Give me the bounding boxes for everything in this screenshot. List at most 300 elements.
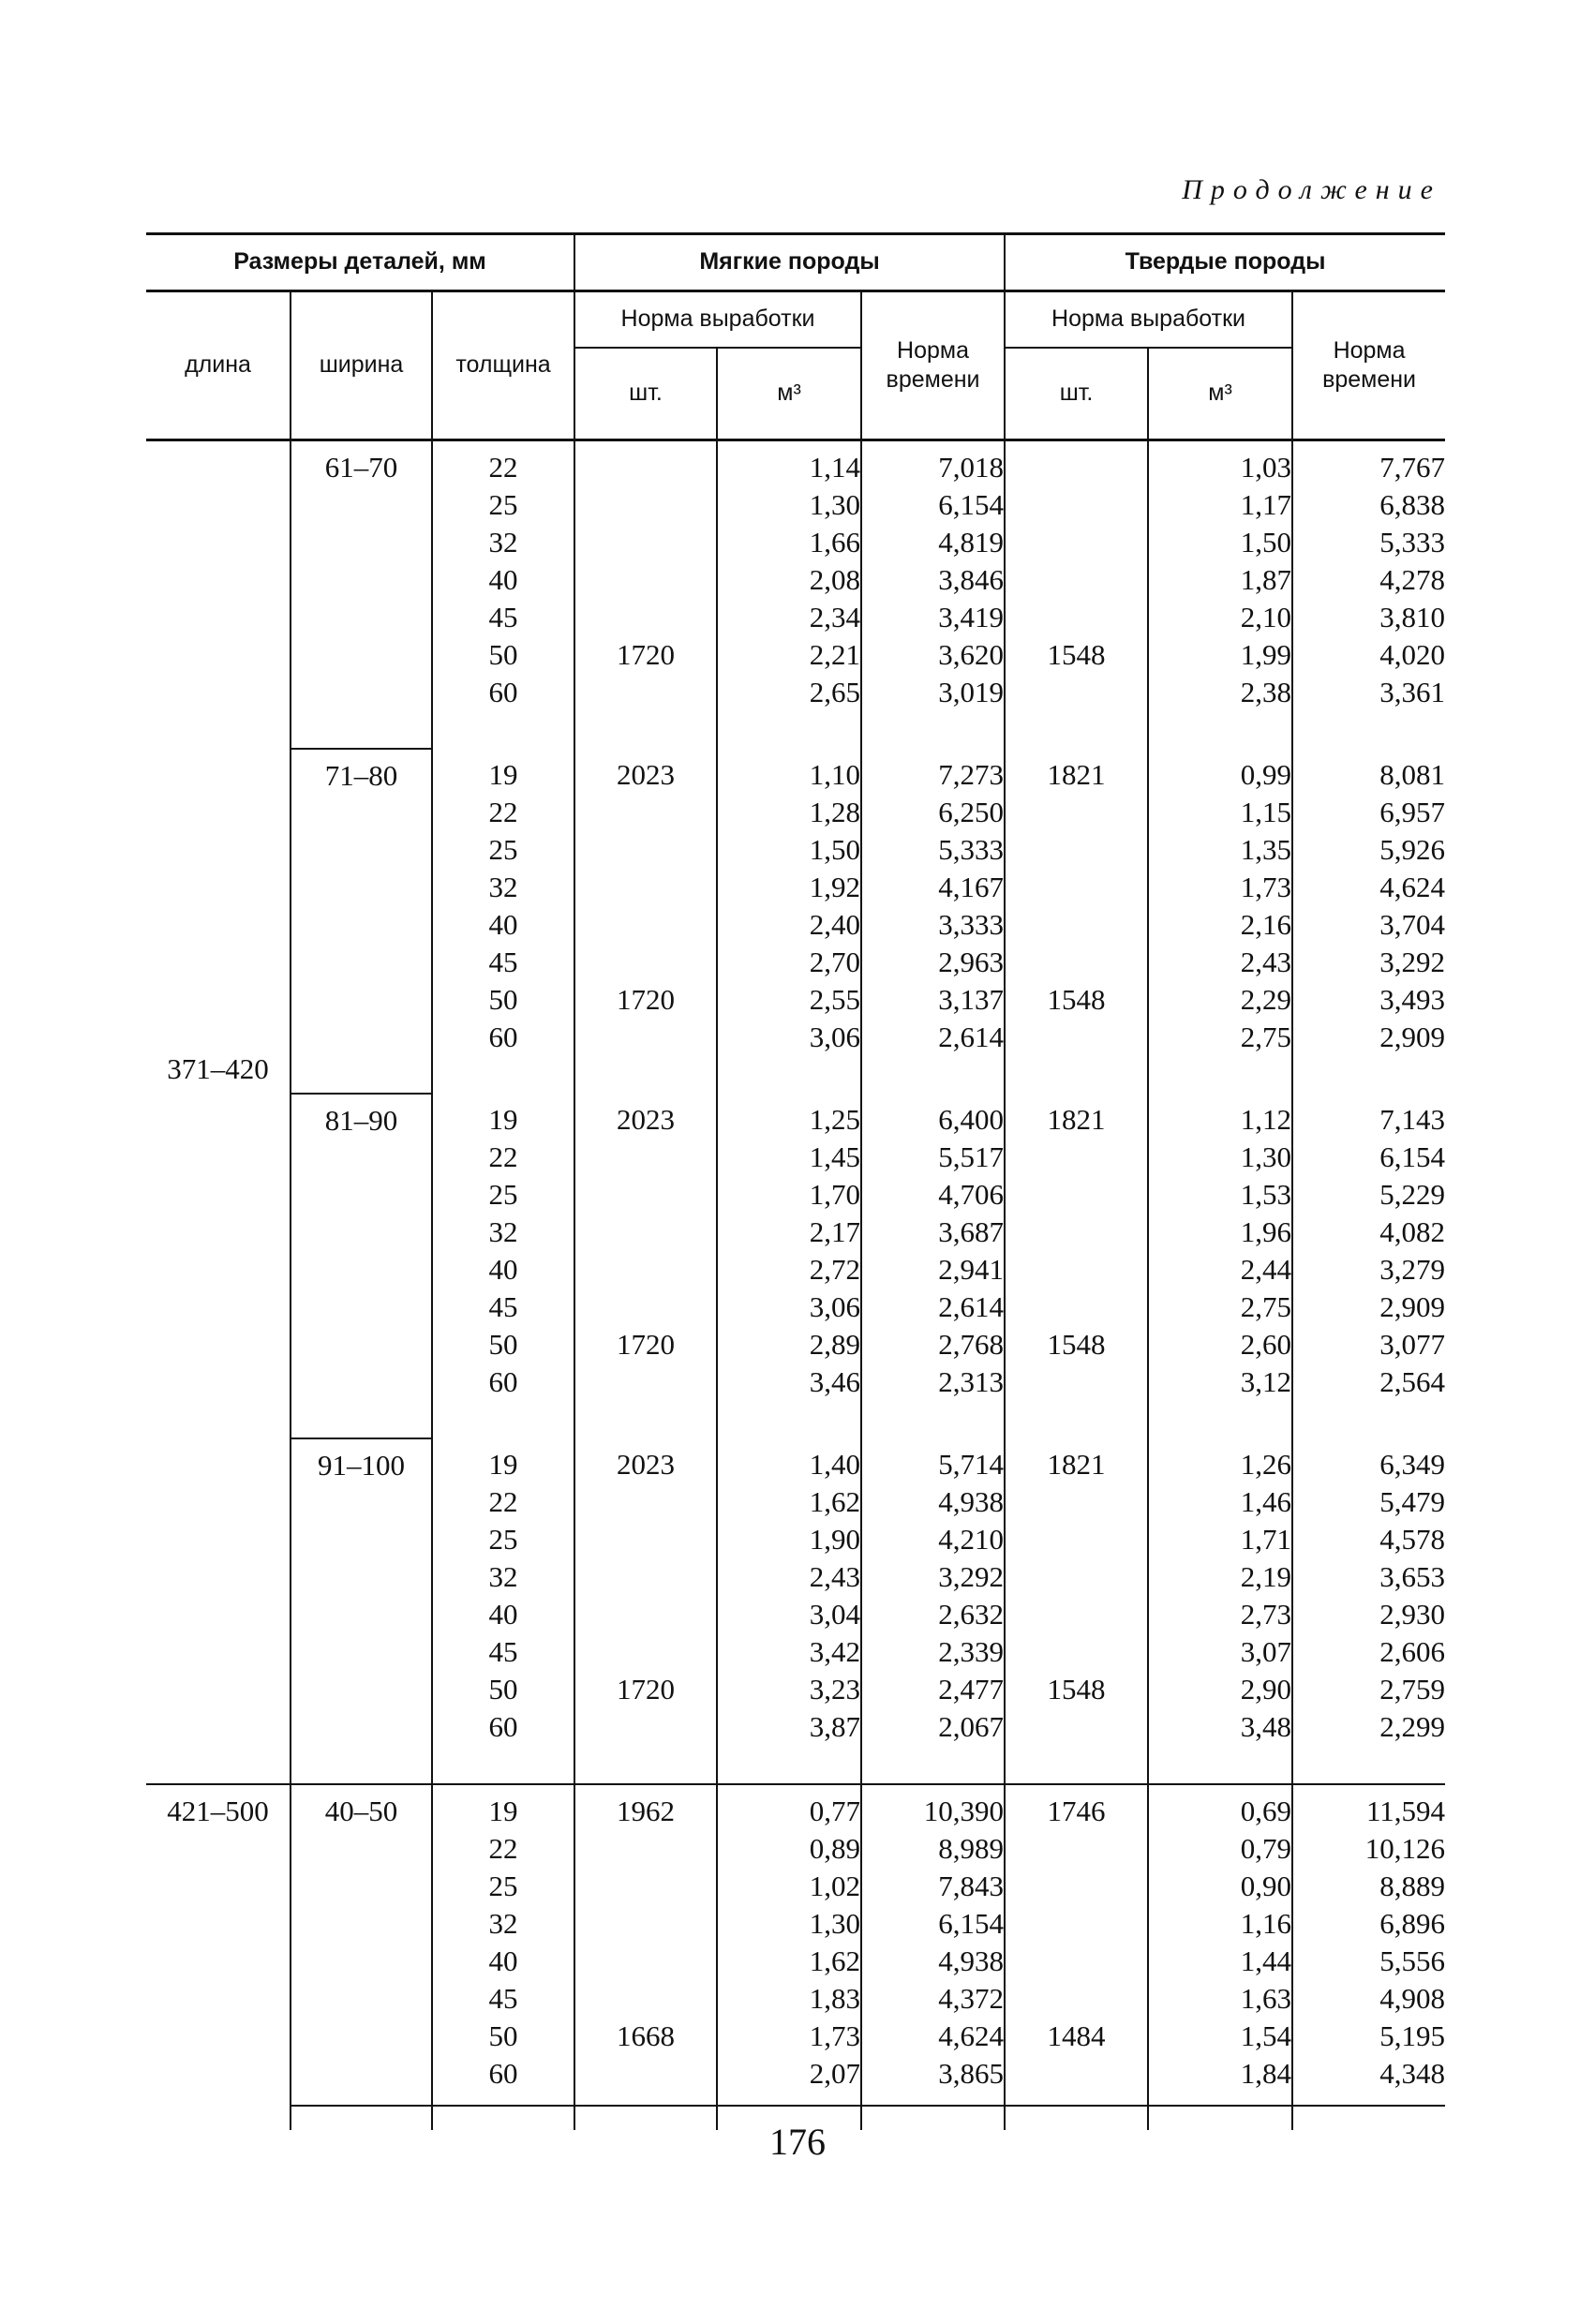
hard-pcs-cell — [1005, 906, 1148, 944]
hard-pcs-cell — [1005, 1363, 1148, 1438]
soft-pcs-cell — [574, 1251, 717, 1289]
hard-time-cell: 5,479 — [1292, 1483, 1445, 1521]
width-cell: 91–100 — [291, 1438, 432, 1784]
soft-time-cell: 8,989 — [861, 1830, 1005, 1868]
hard-time-cell: 3,292 — [1292, 944, 1445, 981]
table-row — [146, 1438, 1445, 1483]
thickness-cell: 25 — [432, 831, 574, 869]
hard-m3-cell: 1,30 — [1148, 1139, 1292, 1176]
hard-pcs-cell: 1484 — [1005, 2018, 1148, 2055]
soft-time-cell: 5,517 — [861, 1139, 1005, 1176]
soft-m3-cell: 1,02 — [717, 1868, 861, 1905]
hard-pcs-cell — [1005, 1633, 1148, 1671]
thickness-cell: 60 — [432, 1019, 574, 1094]
thickness-cell: 25 — [432, 1868, 574, 1905]
soft-pcs-cell — [574, 794, 717, 831]
hard-m3-cell: 2,38 — [1148, 674, 1292, 749]
soft-pcs-cell — [574, 1830, 717, 1868]
hard-pcs-cell: 1548 — [1005, 981, 1148, 1019]
soft-m3-cell: 1,30 — [717, 486, 861, 524]
soft-time-cell: 4,938 — [861, 1943, 1005, 1980]
header-hard-time-norm: Норма времени — [1292, 291, 1445, 440]
soft-m3-cell: 1,10 — [717, 749, 861, 794]
soft-m3-cell: 2,55 — [717, 981, 861, 1019]
thickness-cell: 32 — [432, 1214, 574, 1251]
hard-time-cell: 4,278 — [1292, 561, 1445, 599]
thickness-cell: 25 — [432, 1176, 574, 1214]
soft-pcs-cell — [574, 869, 717, 906]
norms-table — [146, 232, 1445, 2130]
soft-m3-cell: 2,08 — [717, 561, 861, 599]
hard-time-cell: 5,229 — [1292, 1176, 1445, 1214]
thickness-cell: 45 — [432, 1980, 574, 2018]
header-hard-m3: м³ — [1148, 348, 1292, 440]
table-row — [146, 440, 1445, 487]
length-cell: 371–420 — [167, 1052, 269, 1085]
soft-pcs-cell: 2023 — [574, 749, 717, 794]
soft-time-cell: 2,477 — [861, 1671, 1005, 1708]
soft-pcs-cell — [574, 1633, 717, 1671]
hard-time-cell: 10,126 — [1292, 1830, 1445, 1868]
hard-time-cell: 2,606 — [1292, 1633, 1445, 1671]
soft-pcs-cell — [574, 524, 717, 561]
hard-m3-cell: 2,29 — [1148, 981, 1292, 1019]
thickness-cell: 22 — [432, 1483, 574, 1521]
hard-time-cell: 8,081 — [1292, 749, 1445, 794]
hard-m3-cell: 1,12 — [1148, 1094, 1292, 1139]
thickness-cell: 19 — [432, 1438, 574, 1483]
soft-pcs-cell — [574, 599, 717, 636]
header-soft-m3: м³ — [717, 348, 861, 440]
soft-m3-cell: 3,46 — [717, 1363, 861, 1438]
hard-m3-cell: 1,71 — [1148, 1521, 1292, 1558]
hard-pcs-cell: 1548 — [1005, 1326, 1148, 1363]
hard-pcs-cell — [1005, 1905, 1148, 1943]
hard-pcs-cell — [1005, 1019, 1148, 1094]
soft-m3-cell: 2,21 — [717, 636, 861, 674]
table-row — [146, 1784, 1445, 1830]
soft-pcs-cell — [574, 1214, 717, 1251]
soft-pcs-cell — [574, 1139, 717, 1176]
hard-time-cell: 7,143 — [1292, 1094, 1445, 1139]
hard-time-cell: 3,279 — [1292, 1251, 1445, 1289]
soft-pcs-cell — [574, 1596, 717, 1633]
hard-pcs-cell — [1005, 1521, 1148, 1558]
soft-m3-cell: 1,25 — [717, 1094, 861, 1139]
header-hard-pcs: шт. — [1005, 348, 1148, 440]
soft-m3-cell: 2,89 — [717, 1326, 861, 1363]
continued-label: Продолжение — [1182, 174, 1441, 205]
thickness-cell: 60 — [432, 1363, 574, 1438]
hard-pcs-cell — [1005, 869, 1148, 906]
hard-m3-cell: 1,99 — [1148, 636, 1292, 674]
thickness-cell: 32 — [432, 524, 574, 561]
hard-m3-cell: 2,75 — [1148, 1289, 1292, 1326]
hard-time-cell: 4,348 — [1292, 2055, 1445, 2130]
soft-time-cell: 2,632 — [861, 1596, 1005, 1633]
table-body — [146, 440, 1445, 2131]
header-soft-output-norm: Норма выработки — [574, 291, 861, 349]
thickness-cell: 25 — [432, 486, 574, 524]
soft-m3-cell: 2,72 — [717, 1251, 861, 1289]
hard-m3-cell: 1,17 — [1148, 486, 1292, 524]
soft-pcs-cell — [574, 831, 717, 869]
soft-time-cell: 7,273 — [861, 749, 1005, 794]
thickness-cell: 22 — [432, 1830, 574, 1868]
soft-time-cell: 3,687 — [861, 1214, 1005, 1251]
hard-m3-cell: 1,03 — [1148, 440, 1292, 487]
thickness-cell: 45 — [432, 1289, 574, 1326]
soft-time-cell: 5,714 — [861, 1438, 1005, 1483]
soft-time-cell: 2,963 — [861, 944, 1005, 981]
hard-pcs-cell — [1005, 1596, 1148, 1633]
soft-time-cell: 2,614 — [861, 1289, 1005, 1326]
thickness-cell: 45 — [432, 944, 574, 981]
page-number: 176 — [769, 2121, 826, 2163]
header-hard-wood: Твердые породы — [1005, 234, 1445, 291]
table-row — [146, 1094, 1445, 1139]
header-thickness: толщина — [432, 291, 574, 440]
soft-time-cell: 4,938 — [861, 1483, 1005, 1521]
soft-m3-cell: 1,83 — [717, 1980, 861, 2018]
hard-m3-cell: 2,19 — [1148, 1558, 1292, 1596]
hard-time-cell: 6,154 — [1292, 1139, 1445, 1176]
hard-time-cell: 4,020 — [1292, 636, 1445, 674]
soft-time-cell: 2,614 — [861, 1019, 1005, 1094]
hard-time-cell: 6,838 — [1292, 486, 1445, 524]
hard-pcs-cell — [1005, 1868, 1148, 1905]
thickness-cell: 50 — [432, 1671, 574, 1708]
soft-time-cell: 6,154 — [861, 1905, 1005, 1943]
soft-m3-cell: 2,70 — [717, 944, 861, 981]
hard-m3-cell: 2,60 — [1148, 1326, 1292, 1363]
hard-time-cell: 3,810 — [1292, 599, 1445, 636]
hard-pcs-cell: 1821 — [1005, 1094, 1148, 1139]
hard-pcs-cell — [1005, 561, 1148, 599]
soft-pcs-cell — [574, 1363, 717, 1438]
hard-time-cell: 3,361 — [1292, 674, 1445, 749]
hard-pcs-cell — [1005, 1980, 1148, 2018]
thickness-cell: 32 — [432, 869, 574, 906]
hard-time-cell: 4,908 — [1292, 1980, 1445, 2018]
thickness-cell: 40 — [432, 1943, 574, 1980]
soft-m3-cell: 1,62 — [717, 1483, 861, 1521]
soft-pcs-cell — [574, 1483, 717, 1521]
soft-time-cell: 4,167 — [861, 869, 1005, 906]
hard-m3-cell: 3,07 — [1148, 1633, 1292, 1671]
thickness-cell: 19 — [432, 1784, 574, 1830]
soft-time-cell: 2,313 — [861, 1363, 1005, 1438]
hard-m3-cell: 3,12 — [1148, 1363, 1292, 1438]
soft-m3-cell: 3,06 — [717, 1289, 861, 1326]
hard-pcs-cell — [1005, 1139, 1148, 1176]
hard-pcs-cell — [1005, 1708, 1148, 1784]
hard-pcs-cell — [1005, 2055, 1148, 2130]
soft-time-cell: 4,372 — [861, 1980, 1005, 2018]
soft-pcs-cell — [574, 486, 717, 524]
hard-m3-cell: 2,73 — [1148, 1596, 1292, 1633]
hard-time-cell: 2,299 — [1292, 1708, 1445, 1784]
soft-time-cell: 10,390 — [861, 1784, 1005, 1830]
length-cell: 421–500 — [146, 1784, 291, 2130]
soft-time-cell: 7,843 — [861, 1868, 1005, 1905]
width-cell: 40–50 — [291, 1784, 432, 2130]
hard-m3-cell: 1,54 — [1148, 2018, 1292, 2055]
soft-m3-cell: 1,62 — [717, 1943, 861, 1980]
hard-time-cell: 2,909 — [1292, 1289, 1445, 1326]
width-cell: 61–70 — [291, 440, 432, 750]
hard-pcs-cell: 1548 — [1005, 1671, 1148, 1708]
soft-time-cell: 3,333 — [861, 906, 1005, 944]
thickness-cell: 22 — [432, 1139, 574, 1176]
soft-time-cell: 4,624 — [861, 2018, 1005, 2055]
soft-time-cell: 3,620 — [861, 636, 1005, 674]
soft-m3-cell: 1,66 — [717, 524, 861, 561]
soft-time-cell: 4,819 — [861, 524, 1005, 561]
thickness-cell: 19 — [432, 749, 574, 794]
soft-m3-cell: 1,50 — [717, 831, 861, 869]
soft-m3-cell: 0,77 — [717, 1784, 861, 1830]
hard-m3-cell: 1,53 — [1148, 1176, 1292, 1214]
soft-m3-cell: 2,65 — [717, 674, 861, 749]
soft-pcs-cell — [574, 1521, 717, 1558]
hard-m3-cell: 2,75 — [1148, 1019, 1292, 1094]
hard-time-cell: 2,909 — [1292, 1019, 1445, 1094]
hard-m3-cell: 2,10 — [1148, 599, 1292, 636]
thickness-cell: 22 — [432, 794, 574, 831]
soft-time-cell: 4,210 — [861, 1521, 1005, 1558]
hard-pcs-cell: 1746 — [1005, 1784, 1148, 1830]
width-cell: 81–90 — [291, 1094, 432, 1438]
hard-time-cell: 6,896 — [1292, 1905, 1445, 1943]
soft-pcs-cell — [574, 561, 717, 599]
soft-pcs-cell: 1720 — [574, 1671, 717, 1708]
hard-time-cell: 7,767 — [1292, 440, 1445, 487]
soft-m3-cell: 2,17 — [717, 1214, 861, 1251]
soft-pcs-cell: 2023 — [574, 1094, 717, 1139]
thickness-cell: 60 — [432, 674, 574, 749]
soft-pcs-cell: 1720 — [574, 636, 717, 674]
hard-pcs-cell — [1005, 1830, 1148, 1868]
soft-time-cell: 2,339 — [861, 1633, 1005, 1671]
hard-pcs-cell — [1005, 1176, 1148, 1214]
hard-m3-cell: 0,99 — [1148, 749, 1292, 794]
hard-pcs-cell — [1005, 1289, 1148, 1326]
hard-m3-cell: 1,84 — [1148, 2055, 1292, 2130]
hard-time-cell: 4,624 — [1292, 869, 1445, 906]
thickness-cell: 19 — [432, 1094, 574, 1139]
soft-pcs-cell — [574, 440, 717, 487]
soft-m3-cell: 1,92 — [717, 869, 861, 906]
thickness-cell: 50 — [432, 636, 574, 674]
thickness-cell: 50 — [432, 1326, 574, 1363]
hard-time-cell: 2,930 — [1292, 1596, 1445, 1633]
soft-time-cell: 3,865 — [861, 2055, 1005, 2130]
length-cell-empty — [146, 1094, 291, 1784]
hard-m3-cell: 2,90 — [1148, 1671, 1292, 1708]
hard-time-cell: 5,926 — [1292, 831, 1445, 869]
soft-pcs-cell: 1720 — [574, 1326, 717, 1363]
thickness-cell: 40 — [432, 1251, 574, 1289]
hard-m3-cell: 1,35 — [1148, 831, 1292, 869]
soft-time-cell: 5,333 — [861, 831, 1005, 869]
hard-time-cell: 6,349 — [1292, 1438, 1445, 1483]
soft-pcs-cell — [574, 1943, 717, 1980]
soft-pcs-cell — [574, 1980, 717, 2018]
soft-m3-cell: 2,40 — [717, 906, 861, 944]
soft-m3-cell: 3,23 — [717, 1671, 861, 1708]
soft-m3-cell: 1,73 — [717, 2018, 861, 2055]
hard-pcs-cell — [1005, 524, 1148, 561]
hard-pcs-cell: 1548 — [1005, 636, 1148, 674]
soft-time-cell: 7,018 — [861, 440, 1005, 487]
hard-pcs-cell — [1005, 1943, 1148, 1980]
thickness-cell: 25 — [432, 1521, 574, 1558]
header-soft-time-norm: Норма времени — [861, 291, 1005, 440]
soft-time-cell: 3,019 — [861, 674, 1005, 749]
thickness-cell: 32 — [432, 1905, 574, 1943]
hard-pcs-cell — [1005, 1483, 1148, 1521]
hard-pcs-cell — [1005, 486, 1148, 524]
soft-time-cell: 2,768 — [861, 1326, 1005, 1363]
hard-pcs-cell — [1005, 1214, 1148, 1251]
header-width: ширина — [291, 291, 432, 440]
thickness-cell: 45 — [432, 1633, 574, 1671]
hard-m3-cell: 1,46 — [1148, 1483, 1292, 1521]
hard-time-cell: 5,195 — [1292, 2018, 1445, 2055]
hard-m3-cell: 3,48 — [1148, 1708, 1292, 1784]
thickness-cell: 50 — [432, 2018, 574, 2055]
hard-m3-cell: 1,63 — [1148, 1980, 1292, 2018]
header-soft-wood: Мягкие породы — [574, 234, 1005, 291]
soft-pcs-cell: 1720 — [574, 981, 717, 1019]
soft-time-cell: 2,067 — [861, 1708, 1005, 1784]
hard-m3-cell: 0,90 — [1148, 1868, 1292, 1905]
soft-time-cell: 2,941 — [861, 1251, 1005, 1289]
hard-pcs-cell: 1821 — [1005, 1438, 1148, 1483]
soft-time-cell: 3,292 — [861, 1558, 1005, 1596]
thickness-cell: 45 — [432, 599, 574, 636]
hard-m3-cell: 1,87 — [1148, 561, 1292, 599]
hard-pcs-cell — [1005, 599, 1148, 636]
hard-time-cell: 4,082 — [1292, 1214, 1445, 1251]
hard-time-cell: 8,889 — [1292, 1868, 1445, 1905]
hard-time-cell: 5,556 — [1292, 1943, 1445, 1980]
soft-m3-cell: 2,34 — [717, 599, 861, 636]
soft-m3-cell: 1,70 — [717, 1176, 861, 1214]
soft-m3-cell: 1,30 — [717, 1905, 861, 1943]
soft-pcs-cell — [574, 1019, 717, 1094]
soft-pcs-cell — [574, 2055, 717, 2130]
hard-pcs-cell: 1821 — [1005, 749, 1148, 794]
hard-pcs-cell — [1005, 1251, 1148, 1289]
soft-pcs-cell — [574, 1176, 717, 1214]
soft-pcs-cell — [574, 1868, 717, 1905]
soft-pcs-cell: 2023 — [574, 1438, 717, 1483]
header-length: длина — [146, 291, 291, 440]
soft-time-cell: 4,706 — [861, 1176, 1005, 1214]
soft-m3-cell: 1,45 — [717, 1139, 861, 1176]
soft-pcs-cell: 1962 — [574, 1784, 717, 1830]
hard-m3-cell: 1,26 — [1148, 1438, 1292, 1483]
hard-pcs-cell — [1005, 794, 1148, 831]
thickness-cell: 32 — [432, 1558, 574, 1596]
soft-pcs-cell: 1668 — [574, 2018, 717, 2055]
hard-time-cell: 4,578 — [1292, 1521, 1445, 1558]
hard-m3-cell: 1,15 — [1148, 794, 1292, 831]
thickness-cell: 60 — [432, 1708, 574, 1784]
hard-m3-cell: 1,50 — [1148, 524, 1292, 561]
soft-time-cell: 6,250 — [861, 794, 1005, 831]
soft-time-cell: 3,137 — [861, 981, 1005, 1019]
soft-m3-cell: 1,28 — [717, 794, 861, 831]
hard-m3-cell: 0,69 — [1148, 1784, 1292, 1830]
hard-m3-cell: 2,43 — [1148, 944, 1292, 981]
soft-pcs-cell — [574, 944, 717, 981]
hard-pcs-cell — [1005, 944, 1148, 981]
hard-time-cell: 2,759 — [1292, 1671, 1445, 1708]
hard-time-cell: 11,594 — [1292, 1784, 1445, 1830]
hard-m3-cell: 1,44 — [1148, 1943, 1292, 1980]
hard-m3-cell: 2,44 — [1148, 1251, 1292, 1289]
soft-time-cell: 6,154 — [861, 486, 1005, 524]
header-dimensions: Размеры деталей, мм — [146, 234, 574, 291]
width-cell: 71–80 — [291, 749, 432, 1094]
soft-m3-cell: 1,14 — [717, 440, 861, 487]
header-hard-output-norm: Норма выработки — [1005, 291, 1292, 349]
soft-m3-cell: 1,90 — [717, 1521, 861, 1558]
soft-pcs-cell — [574, 1558, 717, 1596]
hard-pcs-cell — [1005, 831, 1148, 869]
hard-time-cell: 3,077 — [1292, 1326, 1445, 1363]
soft-time-cell: 3,846 — [861, 561, 1005, 599]
soft-time-cell: 6,400 — [861, 1094, 1005, 1139]
hard-time-cell: 3,704 — [1292, 906, 1445, 944]
hard-m3-cell: 0,79 — [1148, 1830, 1292, 1868]
thickness-cell: 40 — [432, 1596, 574, 1633]
hard-time-cell: 3,653 — [1292, 1558, 1445, 1596]
soft-pcs-cell — [574, 906, 717, 944]
table-header — [146, 234, 1445, 440]
hard-m3-cell: 1,96 — [1148, 1214, 1292, 1251]
thickness-cell: 22 — [432, 440, 574, 487]
soft-pcs-cell — [574, 674, 717, 749]
soft-m3-cell: 3,04 — [717, 1596, 861, 1633]
soft-time-cell: 3,419 — [861, 599, 1005, 636]
soft-m3-cell: 1,40 — [717, 1438, 861, 1483]
hard-time-cell: 3,493 — [1292, 981, 1445, 1019]
hard-time-cell: 2,564 — [1292, 1363, 1445, 1438]
soft-m3-cell: 3,87 — [717, 1708, 861, 1784]
hard-m3-cell: 2,16 — [1148, 906, 1292, 944]
hard-time-cell: 5,333 — [1292, 524, 1445, 561]
hard-pcs-cell — [1005, 1558, 1148, 1596]
thickness-cell: 60 — [432, 2055, 574, 2130]
thickness-cell: 50 — [432, 981, 574, 1019]
soft-m3-cell: 2,07 — [717, 2055, 861, 2130]
hard-time-cell: 6,957 — [1292, 794, 1445, 831]
soft-pcs-cell — [574, 1708, 717, 1784]
soft-m3-cell: 0,89 — [717, 1830, 861, 1868]
hard-pcs-cell — [1005, 440, 1148, 487]
soft-m3-cell: 3,42 — [717, 1633, 861, 1671]
soft-m3-cell: 3,06 — [717, 1019, 861, 1094]
thickness-cell: 40 — [432, 561, 574, 599]
hard-m3-cell: 1,73 — [1148, 869, 1292, 906]
table-bottom-rule — [291, 2105, 1445, 2107]
soft-pcs-cell — [574, 1289, 717, 1326]
soft-m3-cell: 2,43 — [717, 1558, 861, 1596]
